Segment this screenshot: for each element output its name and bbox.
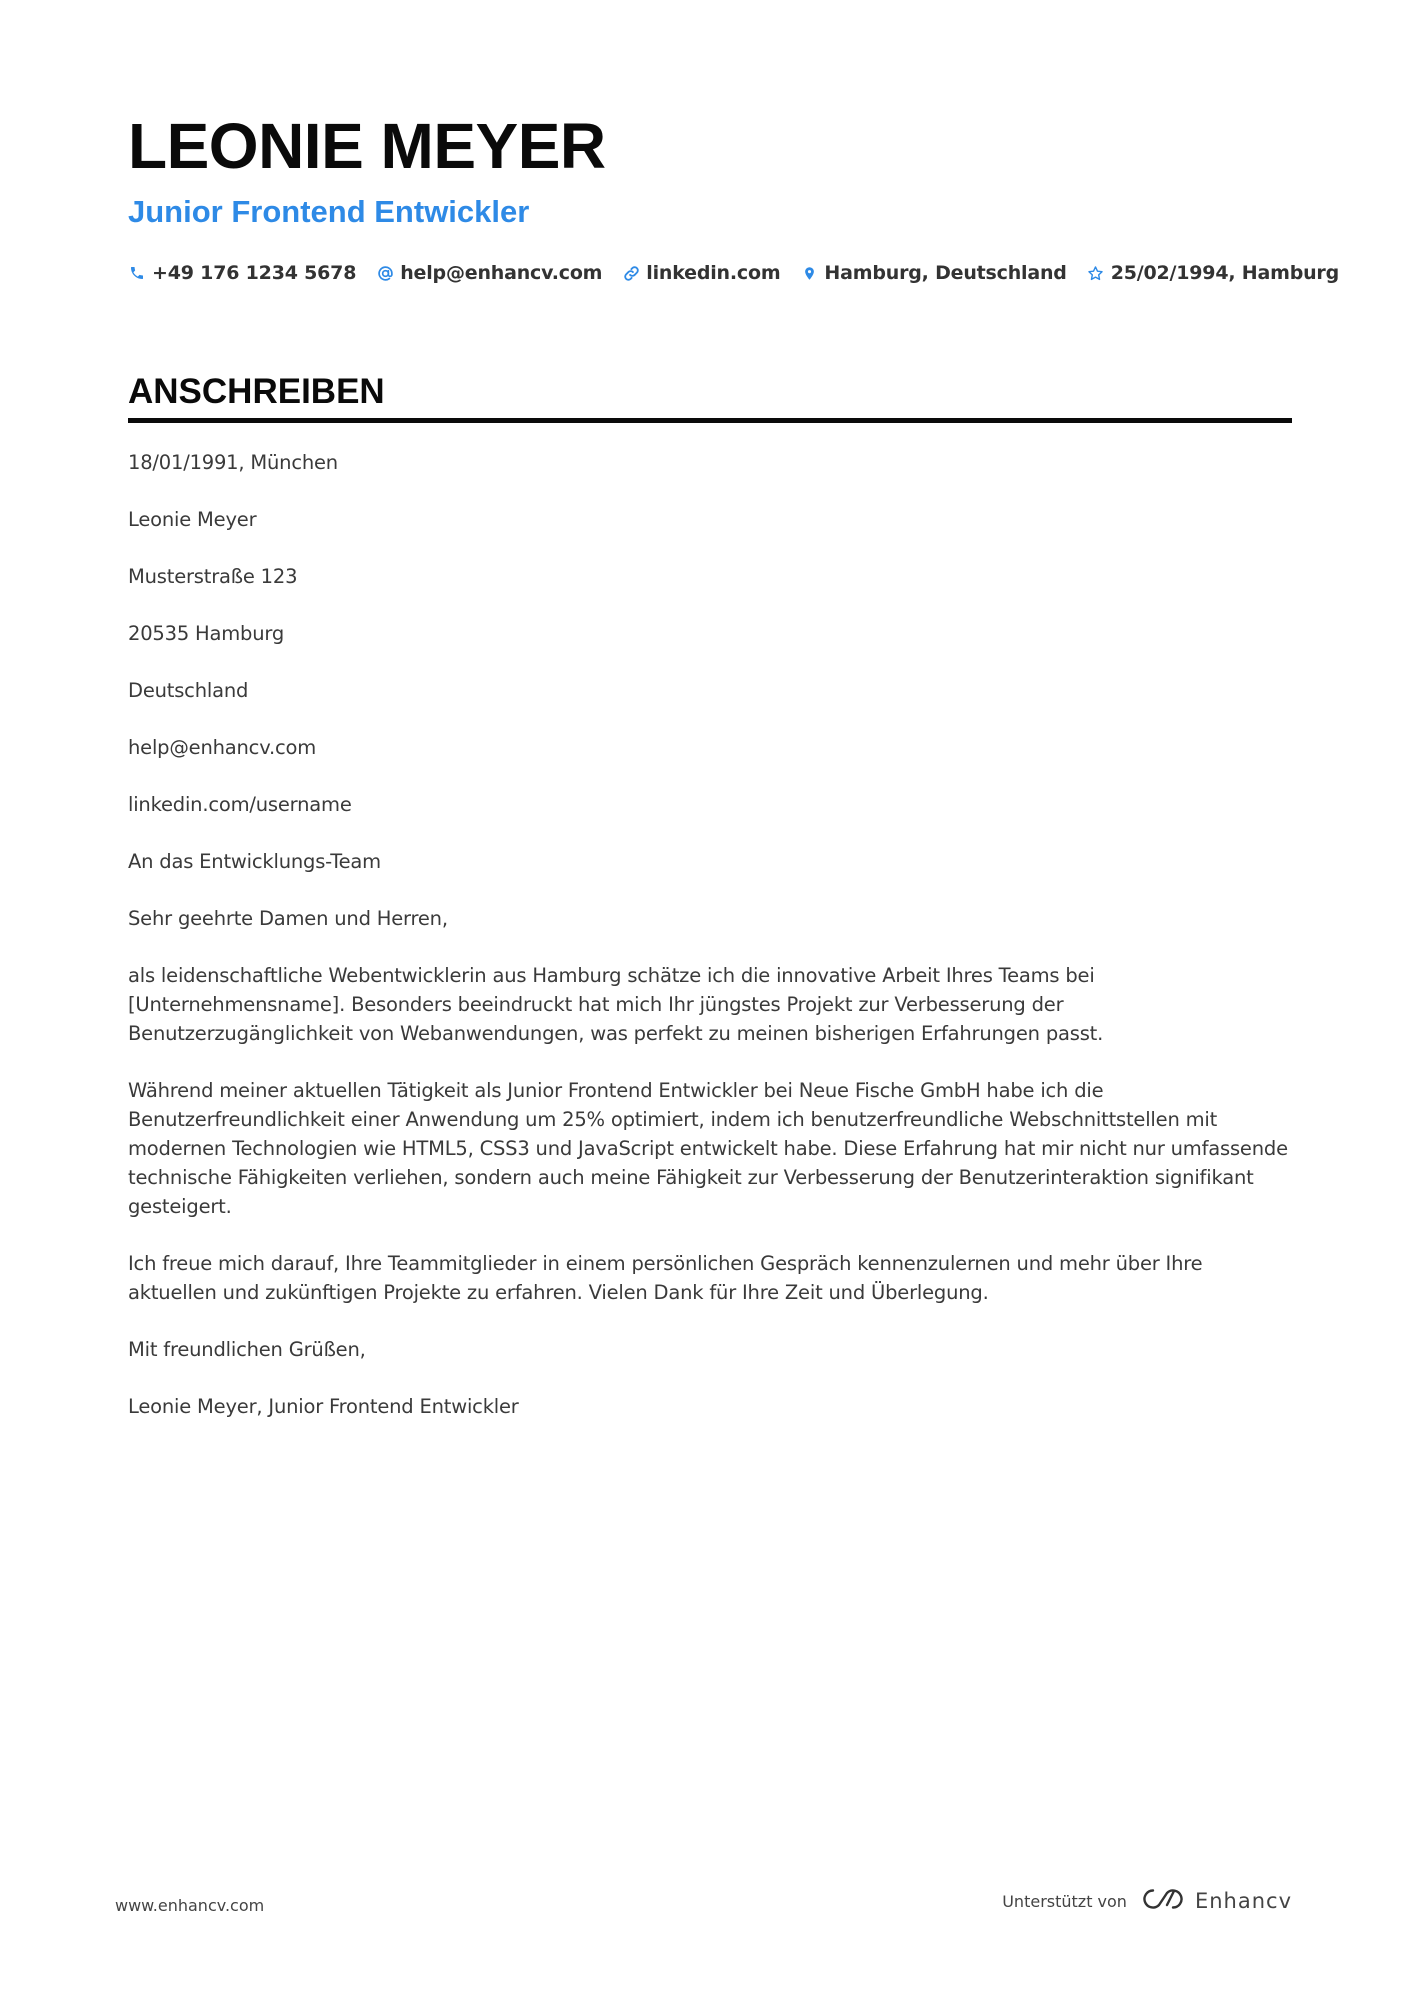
letter-country: Deutschland	[128, 679, 249, 702]
contact-email-text: help@enhancv.com	[400, 262, 603, 284]
letter-body	[128, 448, 1292, 1421]
letter-paragraph-3: Ich freue mich darauf, Ihre Teammitglieder in einem persönlichen Gespräch kennenzulernen und mehr über Ihre aktuellen und zukünftigen Projekte zu erfahren. Vielen Dank für Ihre Zeit und Überlegung.	[128, 1252, 1203, 1304]
letter-linkedin: linkedin.com/username	[128, 793, 352, 816]
contact-location	[800, 262, 1066, 284]
letter-date-place: 18/01/1991, München	[128, 451, 338, 474]
location-icon	[800, 264, 818, 282]
phone-icon	[128, 264, 146, 282]
footer-website[interactable]: www.enhancv.com	[115, 1896, 265, 1915]
applicant-name: LEONIE MEYER	[128, 110, 606, 182]
letter-salutation: Sehr geehrte Damen und Herren,	[128, 907, 448, 930]
contact-phone-text: +49 176 1234 5678	[152, 262, 357, 284]
letter-street: Musterstraße 123	[128, 565, 298, 588]
letter-paragraph-2: Während meiner aktuellen Tätigkeit als Junior Frontend Entwickler bei Neue Fische GmbH habe ich die Benutzerfreundlichkeit einer Anwendung um 25% optimiert, indem ich benutzerfreundliche Webschnittstellen mit modernen Technologien wie HTML5, CSS3 und JavaScript entwickelt habe. Diese Erfahrung hat mir nicht nur umfassende technische Fähigkeiten verliehen, sondern auch meine Fähigkeit zur Verbesserung der Benutzerinteraktion signifikant gesteigert.	[128, 1079, 1288, 1218]
contact-location-text: Hamburg, Deutschland	[824, 262, 1067, 284]
contact-email[interactable]	[376, 262, 602, 284]
letter-signature: Leonie Meyer, Junior Frontend Entwickler	[128, 1395, 519, 1418]
section-title: ANSCHREIBEN	[128, 372, 1292, 423]
link-icon	[622, 264, 640, 282]
star-icon	[1087, 264, 1105, 282]
footer-brand: Enhancv	[1194, 1889, 1292, 1913]
letter-city: 20535 Hamburg	[128, 622, 285, 645]
letter-closing: Mit freundlichen Grüßen,	[128, 1338, 366, 1361]
letter-sender-name: Leonie Meyer	[128, 508, 257, 531]
letter-recipient: An das Entwicklungs-Team	[128, 850, 381, 873]
footer-branding	[1002, 1886, 1292, 1916]
enhancv-logo-icon	[1139, 1886, 1187, 1916]
contact-bar	[128, 258, 1339, 288]
applicant-role: Junior Frontend Entwickler	[128, 194, 530, 229]
contact-birth	[1087, 262, 1339, 284]
contact-birth-text: 25/02/1994, Hamburg	[1110, 262, 1339, 284]
contact-linkedin[interactable]	[622, 262, 780, 284]
at-icon	[376, 264, 394, 282]
letter-paragraph-1: als leidenschaftliche Webentwicklerin aus Hamburg schätze ich die innovative Arbeit Ihres Teams bei [Unternehmensname]. Besonders beeindruckt hat mich Ihr jüngstes Projekt zur Verbesserung der Benutzerzugänglichkeit von Webanwendungen, was perfekt zu meinen bisherigen Erfahrungen passt.	[128, 964, 1104, 1045]
letter-email: help@enhancv.com	[128, 736, 317, 759]
footer-powered-by: Unterstützt von	[1002, 1891, 1127, 1911]
contact-phone[interactable]	[128, 262, 356, 284]
cover-letter-page	[128, 108, 1339, 1449]
contact-linkedin-text: linkedin.com	[646, 262, 781, 284]
